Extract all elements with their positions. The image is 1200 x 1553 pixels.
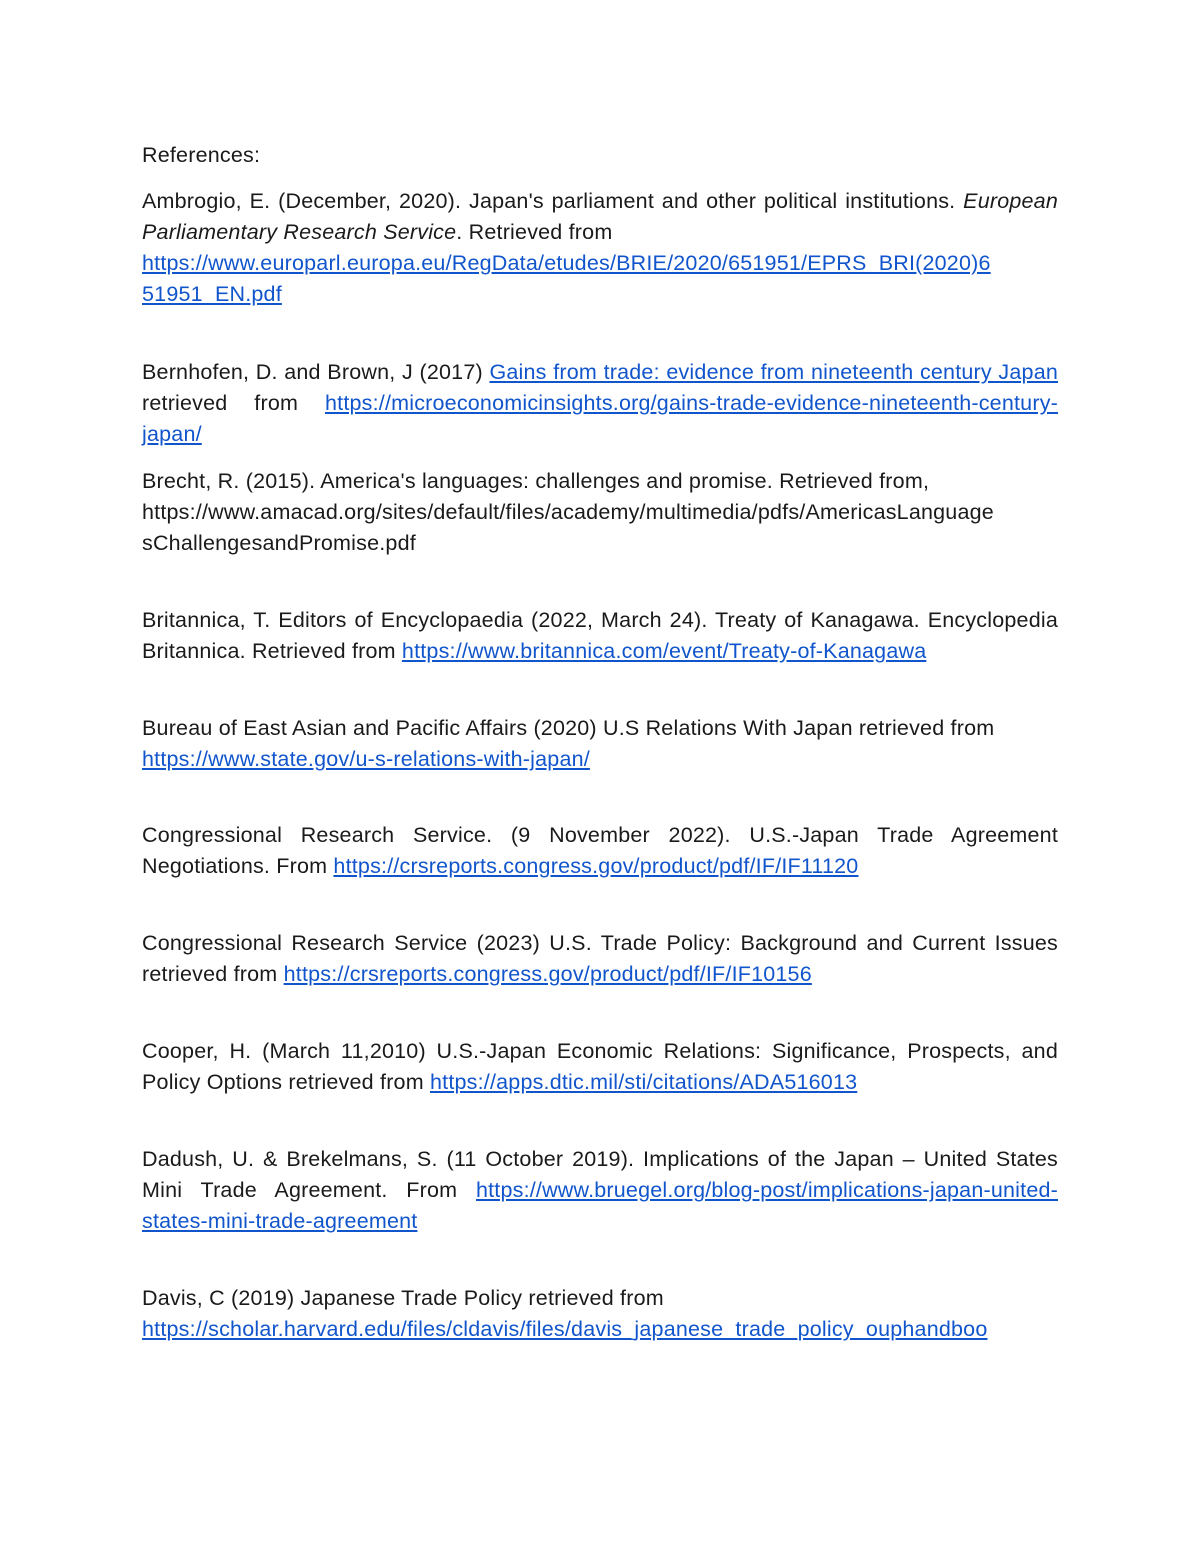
- reference-link[interactable]: https://crsreports.congress.gov/product/pdf/IF/IF10156: [283, 962, 812, 986]
- reference-davis: [142, 1283, 1058, 1345]
- reference-text: Dadush, U. & Brekelmans, S. (11 October 2019). Implications of the Japan – United States Mini Trade Agreement. From: [142, 1147, 1058, 1202]
- reference-bernhofen: [142, 357, 1058, 450]
- reference-link[interactable]: https://apps.dtic.mil/sti/citations/ADA516013: [430, 1070, 858, 1094]
- reference-text: . Retrieved from: [456, 220, 613, 244]
- reference-url-text: sChallengesandPromise.pdf: [142, 531, 416, 555]
- reference-text: Brecht, R. (2015). America's languages: challenges and promise. Retrieved from,: [142, 469, 930, 493]
- reference-link[interactable]: https://scholar.harvard.edu/files/cldavis/files/davis_japanese_trade_policy_ouphandboo: [142, 1317, 988, 1341]
- reference-url-text: https://www.amacad.org/sites/default/files/academy/multimedia/pdfs/AmericasLanguage: [142, 500, 994, 524]
- reference-text: Congressional Research Service (2023) U.S. Trade Policy: Background and Current Issues retrieved from: [142, 931, 1058, 986]
- reference-text: Cooper, H. (March 11,2010) U.S.-Japan Economic Relations: Significance, Prospects, and Policy Options retrieved from: [142, 1039, 1058, 1094]
- reference-link[interactable]: https://crsreports.congress.gov/product/pdf/IF/IF11120: [333, 854, 859, 878]
- reference-text: retrieved from: [142, 391, 325, 415]
- reference-link[interactable]: https://www.europarl.europa.eu/RegData/etudes/BRIE/2020/651951/EPRS_BRI(2020)6: [142, 251, 991, 275]
- reference-publisher: European Parliamentary Research Service: [142, 189, 1058, 244]
- reference-crs-2022: [142, 820, 1058, 882]
- reference-text: Davis, C (2019) Japanese Trade Policy retrieved from: [142, 1286, 664, 1310]
- reference-link[interactable]: https://www.britannica.com/event/Treaty-of-Kanagawa: [401, 639, 927, 663]
- reference-ambrogio: [142, 186, 1058, 310]
- reference-text: Britannica, T. Editors of Encyclopaedia (2022, March 24). Treaty of Kanagawa. Encyclopedia Britannica. Retrieved from: [142, 608, 1058, 663]
- reference-cooper: [142, 1036, 1058, 1098]
- reference-text: Congressional Research Service. (9 November 2022). U.S.-Japan Trade Agreement Negotiations. From: [142, 823, 1058, 878]
- reference-dadush: [142, 1144, 1058, 1237]
- reference-link[interactable]: 51951_EN.pdf: [142, 282, 282, 306]
- reference-britannica: [142, 605, 1058, 667]
- reference-bureau: [142, 713, 1058, 775]
- reference-title-link[interactable]: Gains from trade: evidence from nineteenth century Japan: [489, 360, 1059, 384]
- reference-text: Bernhofen, D. and Brown, J (2017): [142, 360, 490, 384]
- reference-text: Ambrogio, E. (December, 2020). Japan's parliament and other political institutions.: [142, 189, 964, 213]
- reference-text: Bureau of East Asian and Pacific Affairs (2020) U.S Relations With Japan retrieved from: [142, 716, 995, 740]
- reference-brecht: [142, 466, 1058, 559]
- references-heading: References:: [142, 143, 261, 167]
- reference-link[interactable]: https://microeconomicinsights.org/gains-trade-evidence-nineteenth-century-japan/: [142, 391, 1058, 446]
- references-page: [142, 140, 1058, 1345]
- reference-crs-2023: [142, 928, 1058, 990]
- reference-link[interactable]: https://www.state.gov/u-s-relations-with-japan/: [142, 747, 590, 771]
- reference-link[interactable]: https://www.bruegel.org/blog-post/implications-japan-united-states-mini-trade-agreement: [142, 1178, 1058, 1233]
